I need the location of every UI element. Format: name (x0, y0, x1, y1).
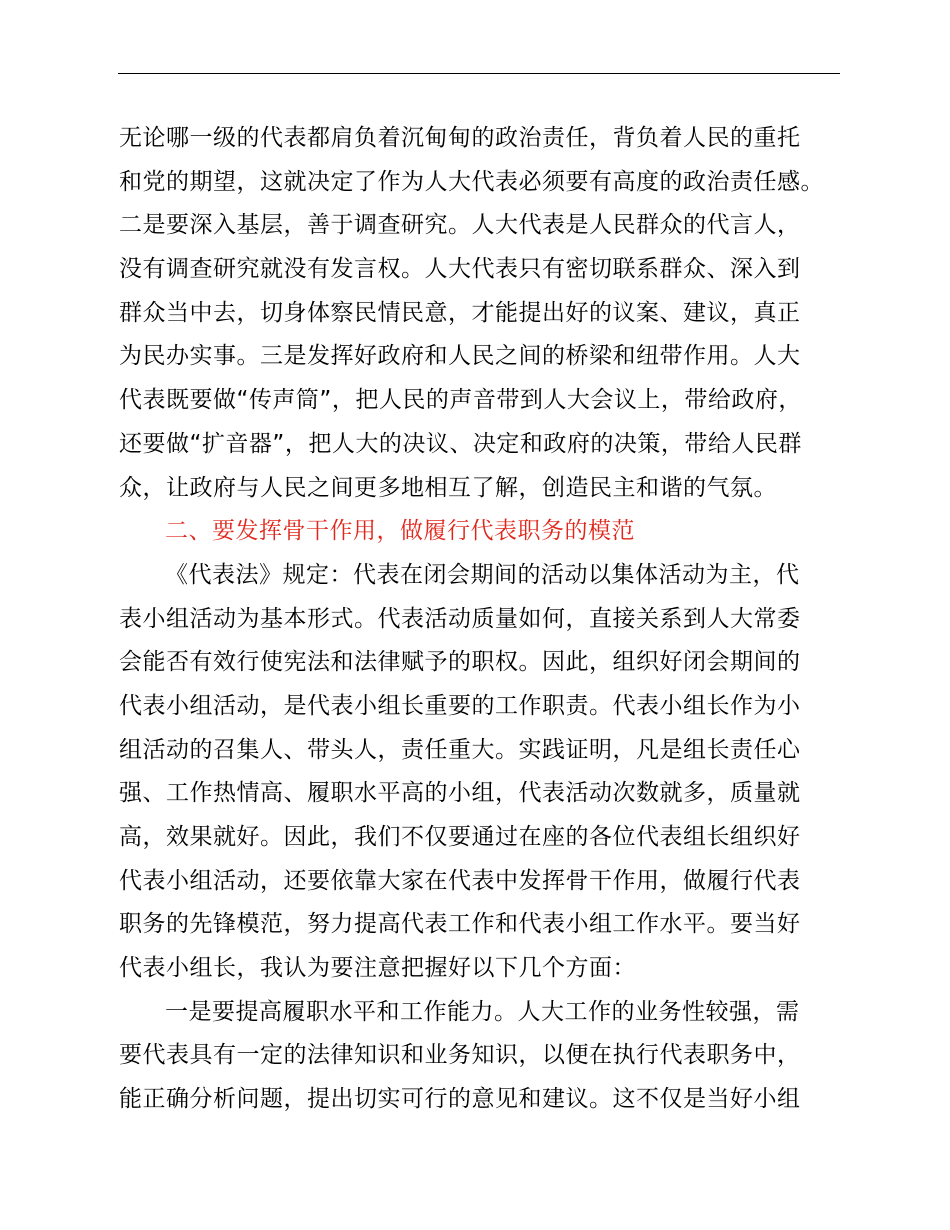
body-line: 没有调查研究就没有发言权。人大代表只有密切联系群众、深入到 (119, 256, 801, 283)
body-line: 无论哪一级的代表都肩负着沉甸甸的政治责任，背负着人民的重托 (119, 125, 801, 151)
body-line: 群众当中去，切身体察民情民意，才能提出好的议案、建议，真正 (119, 299, 801, 326)
body-line: 会能否有效行使宪法和法律赋予的职权。因此，组织好闭会期间的 (119, 649, 801, 676)
body-line: 能正确分析问题，提出切实可行的意见和建议。这不仅是当好小组 (119, 1086, 801, 1113)
body-line: 代表既要做“传声筒”，把人民的声音带到人大会议上，带给政府， (119, 387, 802, 414)
document-body (119, 117, 841, 1122)
body-line: 一是要提高履职水平和工作能力。人大工作的业务性较强，需 (165, 998, 800, 1025)
body-line: 还要做“扩音器”，把人大的决议、决定和政府的决策，带给人民群 (119, 430, 802, 457)
section-heading: 二、要发挥骨干作用，做履行代表职务的模范 (165, 518, 635, 545)
body-line: 职务的先锋模范，努力提高代表工作和代表小组工作水平。要当好 (119, 911, 801, 938)
body-line: 为民办实事。三是发挥好政府和人民之间的桥梁和纽带作用。人大 (119, 343, 801, 370)
body-line: 组活动的召集人、带头人，责任重大。实践证明，凡是组长责任心 (119, 736, 801, 763)
body-line: 众，让政府与人民之间更多地相互了解，创造民主和谐的气氛。 (119, 474, 777, 501)
body-line: 强、工作热情高、履职水平高的小组，代表活动次数就多，质量就 (119, 780, 801, 807)
body-line: 表小组活动为基本形式。代表活动质量如何，直接关系到人大常委 (119, 605, 801, 632)
body-line: 高，效果就好。因此，我们不仅要通过在座的各位代表组长组织好 (119, 824, 801, 850)
body-line: 和党的期望，这就决定了作为人大代表必须要有高度的政治责任感。 (119, 168, 824, 195)
body-line: 代表小组长，我认为要注意把握好以下几个方面： (119, 955, 636, 982)
body-line: 《代表法》规定：代表在闭会期间的活动以集体活动为主，代 (165, 561, 800, 588)
body-line: 代表小组活动，是代表小组长重要的工作职责。代表小组长作为小 (119, 692, 801, 719)
body-line: 要代表具有一定的法律知识和业务知识，以便在执行代表职务中， (119, 1042, 801, 1069)
body-line: 代表小组活动，还要依靠大家在代表中发挥骨干作用，做履行代表 (119, 867, 801, 894)
header-rule (118, 73, 840, 74)
body-line: 二是要深入基层，善于调查研究。人大代表是人民群众的代言人， (119, 212, 801, 239)
